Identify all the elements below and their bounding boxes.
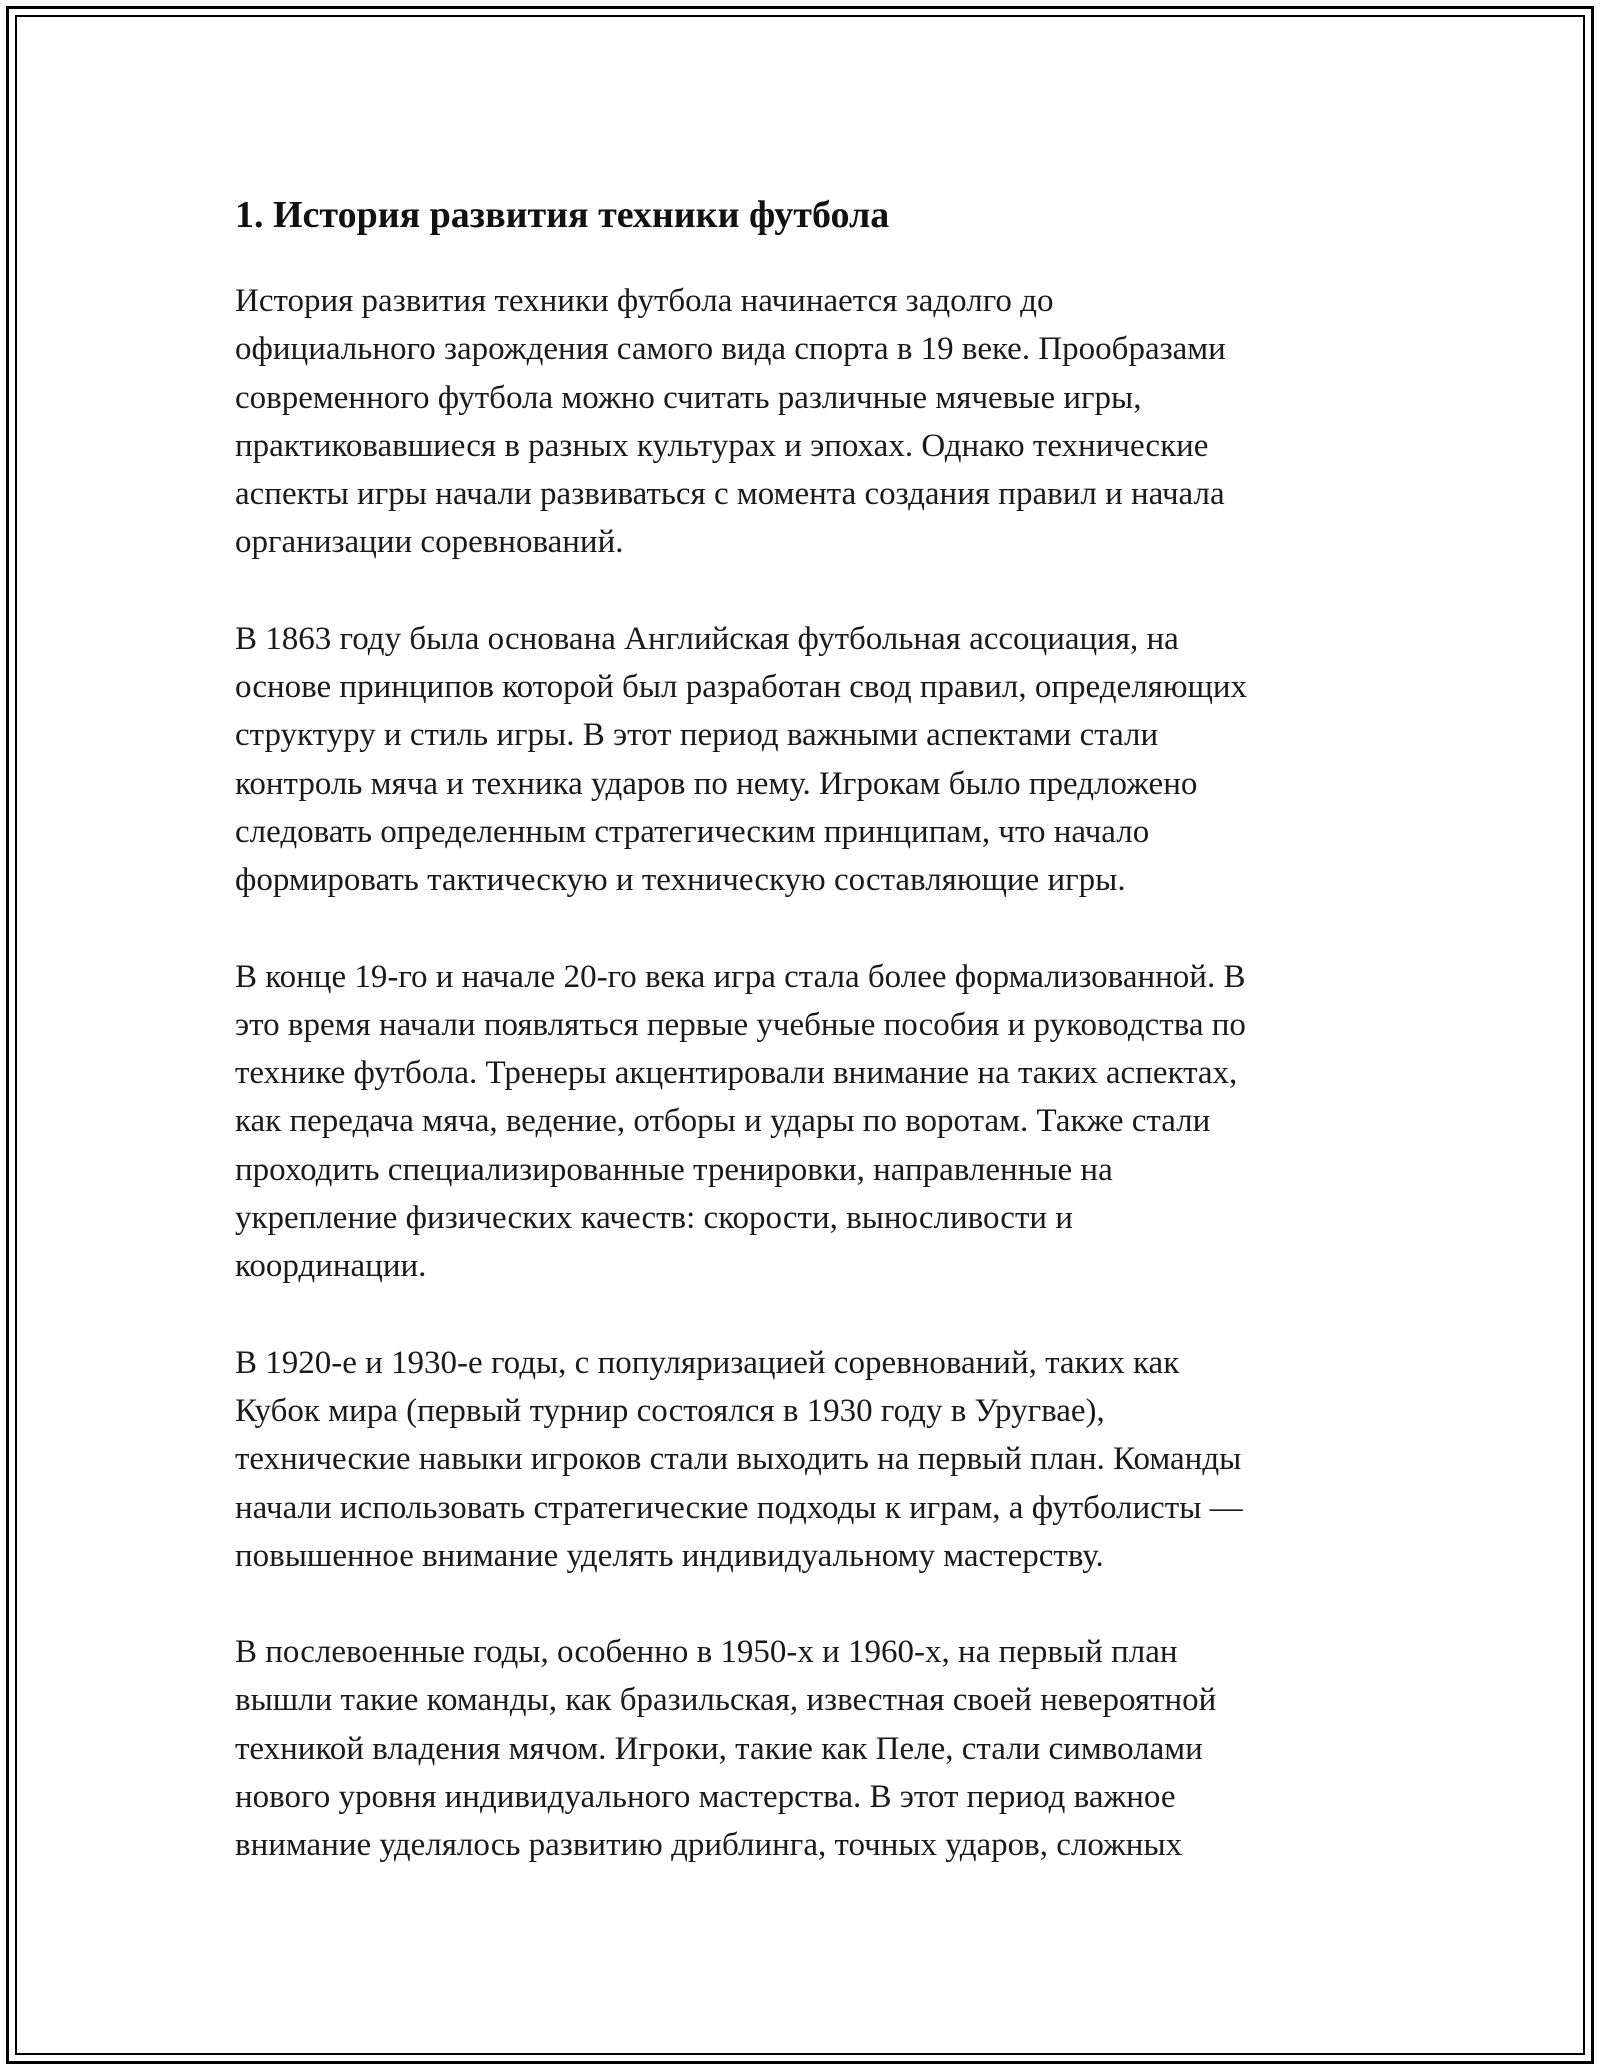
section-heading: 1. История развития техники футбола [235, 194, 890, 236]
document-body [235, 185, 1385, 1918]
paragraph-early-20th-century: В конце 19-го и начале 20-го века игра стала более формализованной. В это время начали появляться первые учебные пособия и руководства по технике футбола. Тренеры акцентировали внимание на таких аспектах, как передача мяча, ведение, отборы и удары по воротам. Также стали проходить специализированные тренировки, направленные на укрепление физических качеств: скорости, выносливости и координации. [235, 958, 1246, 1285]
paragraph-origins: История развития техники футбола начинается задолго до официального зарождения самого вида спорта в 19 веке. Прообразами современного футбола можно считать различные мячевые игры, практиковавшиеся в разных культурах и эпохах. Однако технические аспекты игры начали развиваться с момента создания правил и начала организации соревнований. [235, 283, 1226, 561]
paragraph-postwar: В послевоенные годы, особенно в 1950-х и 1960-х, на первый план вышли такие команды, как бразильская, известная своей невероятной техникой владения мячом. Игроки, такие как Пеле, стали символами нового уровня индивидуального мастерства. В этот период важное внимание уделялось развитию дриблинга, точных ударов, сложных [235, 1634, 1217, 1864]
paragraph-1863-association: В 1863 году была основана Английская футбольная ассоциация, на основе принципов которой был разработан свод правил, определяющих структуру и стиль игры. В этот период важными аспектами стали контроль мяча и техника ударов по нему. Игрокам было предложено следовать определенным стратегическим принципам, что начало формировать тактическую и техническую составляющие игры. [235, 620, 1248, 899]
paragraph-1920s-1930s: В 1920-е и 1930-е годы, с популяризацией соревнований, таких как Кубок мира (первый турнир состоялся в 1930 году в Уругвае), технические навыки игроков стали выходить на первый план. Команды начали использовать стратегические подходы к играм, а футболисты — повышенное внимание уделять индивидуальному мастерству. [235, 1344, 1243, 1574]
